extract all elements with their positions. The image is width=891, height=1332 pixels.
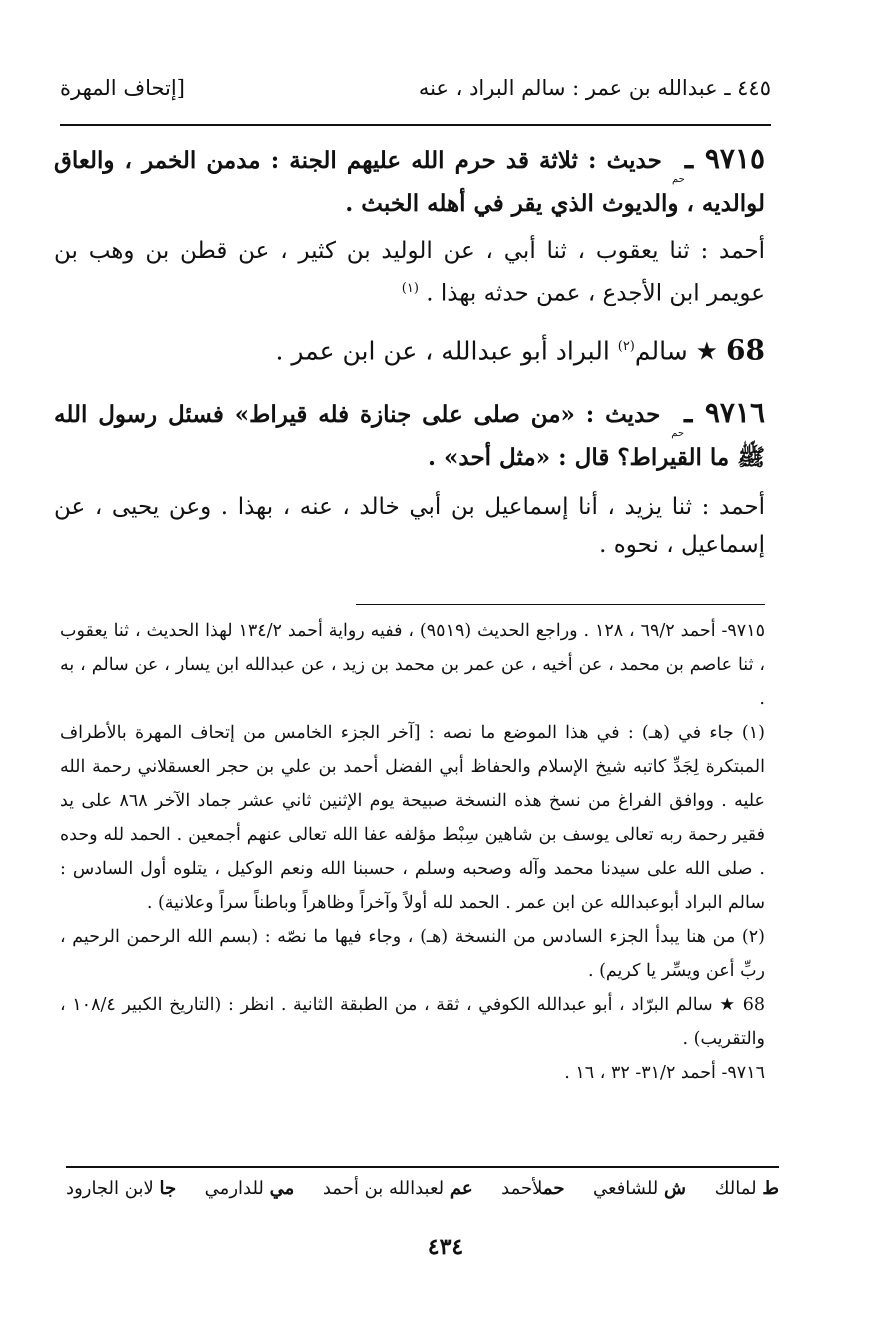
footnote-9716: ٩٧١٦- أحمد ٣١/٢- ٣٢ ، ١٦ . [564, 1063, 765, 1083]
abbr-item: ط لمالك [714, 1178, 779, 1199]
running-header [60, 76, 771, 112]
abbr-item: حملأحمد [501, 1178, 565, 1199]
hadith-number: ٩٧١٥ ـ [684, 142, 766, 175]
footnote-narrator-68: 68 ★ سالم البرّاد ، أبو عبدالله الكوفي ، ثقة ، من الطبقة الثانية . انظر : (التاريخ الكبير ١٠٨/٤ ، والتقريب) . [60, 995, 765, 1049]
header-chapter-title: ٤٤٥ ـ عبدالله بن عمر : سالم البراد ، عنه [418, 76, 771, 100]
header-book-title: [إتحاف المهرة [60, 76, 185, 100]
footnote-1: (١) جاء في (هـ) : في هذا الموضع ما نصه : [آخر الجزء الخامس من إتحاف المهرة بالأطراف المبتكرة لِجَدِّ كاتبه شيخ الإسلام والحفاظ أبي الفضل أحمد بن علي بن حجر العسقلاني رحمة الله عليه . ووافق الفراغ من نسخ هذه النسخة صبيحة يوم الإثنين ثاني عشر جماد الآخر ٨٦٨ على يد فقير رحمة ربه تعالى يوسف بن شاهين سِبْط مؤلفه عفا الله تعالى عنهم أجمعين . الحمد لله وحده . صلى الله على سيدنا محمد وآله وصحبه وسلم ، حسبنا الله ونعم الوكيل ، يتلوه أول السادس : سالم البراد أبوعبدالله عن ابن عمر . الحمد لله أولاً وآخراً وظاهراً وباطناً سراً وعلانية) . [60, 723, 765, 913]
narrator-details: البراد أبو عبدالله ، عن ابن عمر . [275, 336, 610, 366]
isnad-text: أحمد : ثنا يزيد ، أنا إسماعيل بن أبي خالد ، عنه ، بهذا . وعن يحيى ، عن إسماعيل ، نحوه . [54, 494, 765, 558]
footnote-2: (٢) من هنا يبدأ الجزء السادس من النسخة (هـ) ، وجاء فيها ما نصّه : (بسم الله الرحمن الرحيم ، ربِّ أعن ويسِّر يا كريم) . [60, 927, 765, 981]
narrator-number: 68 [726, 333, 765, 367]
abbr-item: عم لعبدالله بن أحمد [322, 1178, 473, 1199]
abbr-item: ش للشافعي [593, 1178, 687, 1199]
star-icon: ★ [695, 336, 719, 366]
hadith-entry-9715 [54, 140, 765, 223]
hadith-number: ٩٧١٦ ـ [684, 396, 766, 429]
isnad-9715 [54, 232, 765, 313]
page-number: ٤٣٤ [427, 1234, 464, 1260]
abbreviations-legend [66, 1178, 779, 1214]
hadith-text: حديث : «من صلى على جنازة فله قيراط» فسئل رسول الله ﷺ ما القيراط؟ قال : «مثل أحد» . [54, 401, 765, 471]
narrator-name: سالم [634, 336, 688, 366]
hadith-text: حديث : ثلاثة قد حرم الله عليهم الجنة : مدمن الخمر ، والعاق لوالديه ، والديوث الذي يقر في أهله الخبث . [54, 147, 765, 217]
abbr-item: جا لابن الجارود [66, 1178, 177, 1199]
isnad-9716 [54, 488, 765, 564]
footnote-9715: ٩٧١٥- أحمد ٦٩/٢ ، ١٢٨ . وراجع الحديث (٩٥١٩) ، ففيه رواية أحمد ١٣٤/٢ لهذا الحديث ، ثنا يعقوب ، ثنا عاصم بن محمد ، عن أخيه ، عن عمر بن محمد بن زيد ، عن عبدالله ابن يسار ، عن سالم ، به . [60, 621, 765, 709]
abbr-item: مي للدارمي [204, 1178, 295, 1199]
narrator-heading [54, 328, 765, 370]
header-rule [60, 124, 771, 126]
abbreviations-rule [66, 1166, 779, 1168]
footnote-ref: (١) [401, 281, 419, 296]
source-marker: حم [671, 174, 685, 185]
footnote-ref: (٢) [617, 339, 635, 354]
footnote-separator [356, 604, 765, 605]
hadith-entry-9716 [54, 394, 765, 477]
footnotes [60, 614, 765, 1090]
isnad-text: أحمد : ثنا يعقوب ، ثنا أبي ، عن الوليد بن كثير ، عن قطن بن وهب بن عويمر ابن الأجدع ، عمن حدثه بهذا . [54, 238, 765, 307]
source-marker: حم [671, 428, 685, 439]
